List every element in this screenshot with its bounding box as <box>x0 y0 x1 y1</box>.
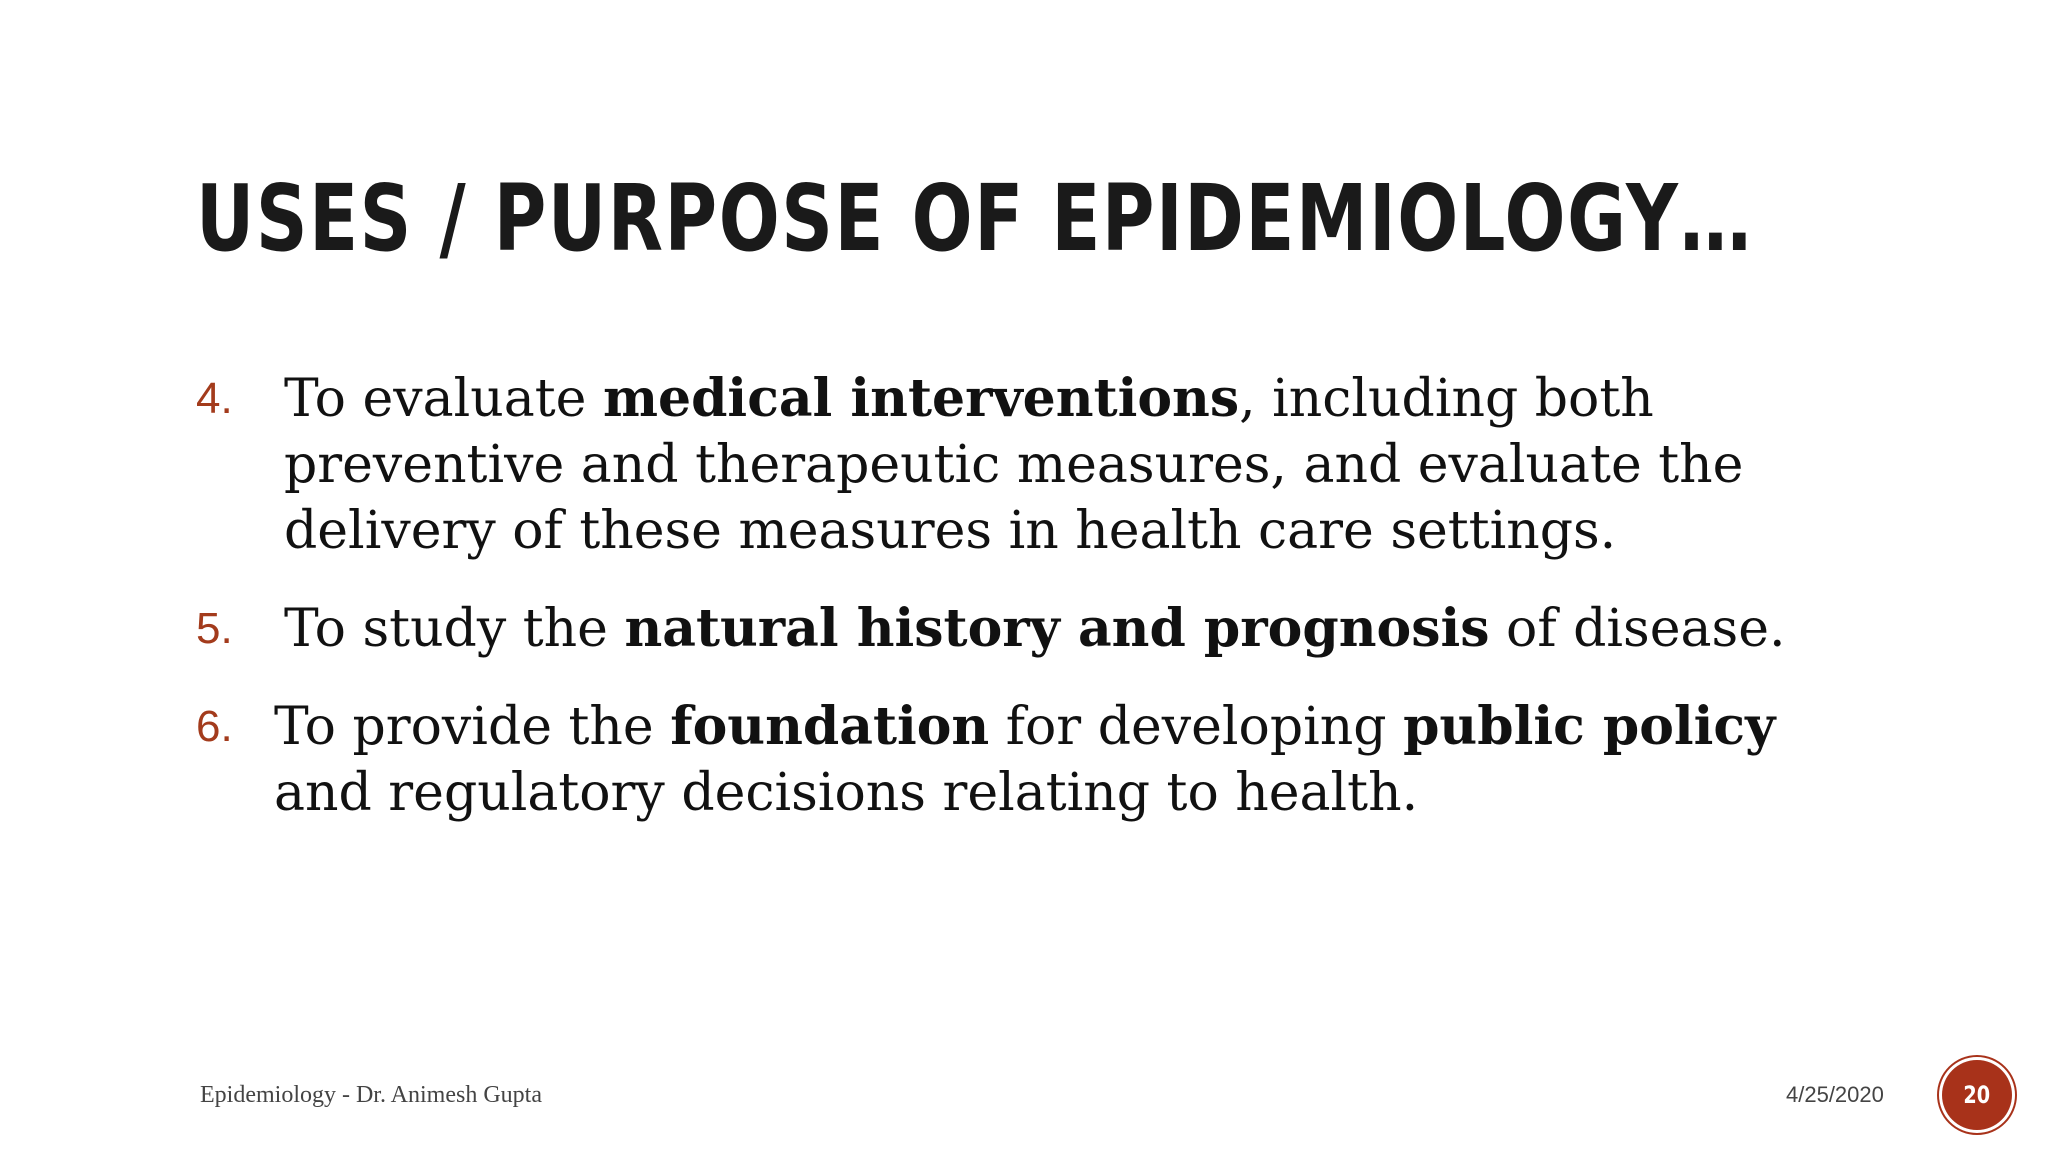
list-item <box>196 366 1876 564</box>
list-text <box>284 366 1864 564</box>
text-run: To provide the <box>274 697 671 757</box>
text-run: of disease. <box>1489 599 1786 659</box>
text-run: , including both preventive and therapeutic measures, and evaluate the delivery of these measures in health care settings. <box>284 369 1744 561</box>
page-number-badge <box>1942 1060 2012 1130</box>
text-run: and regulatory decisions relating to health. <box>274 763 1419 823</box>
list-number: 5. <box>196 604 233 653</box>
footer-author: Epidemiology - Dr. Animesh Gupta <box>200 1082 542 1108</box>
text-run: for developing <box>989 697 1404 757</box>
list-item <box>196 596 1876 662</box>
bold-run: natural history and prognosis <box>624 598 1490 659</box>
slide-content <box>196 366 1876 858</box>
bold-run: foundation <box>670 696 990 757</box>
slide-title: USES / PURPOSE OF EPIDEMIOLOGY… <box>196 165 1753 272</box>
text-run: To study the <box>284 599 625 659</box>
list-item <box>196 694 1876 826</box>
page-number: 20 <box>1963 1081 1991 1109</box>
bold-run: medical interventions <box>602 368 1240 429</box>
text-run: To evaluate <box>284 369 603 429</box>
footer-date: 4/25/2020 <box>1786 1082 1884 1107</box>
list-text <box>274 694 1854 826</box>
list-number: 4. <box>196 374 233 423</box>
list-text <box>284 596 1864 662</box>
list-number: 6. <box>196 702 233 751</box>
bold-run: public policy <box>1403 696 1776 757</box>
